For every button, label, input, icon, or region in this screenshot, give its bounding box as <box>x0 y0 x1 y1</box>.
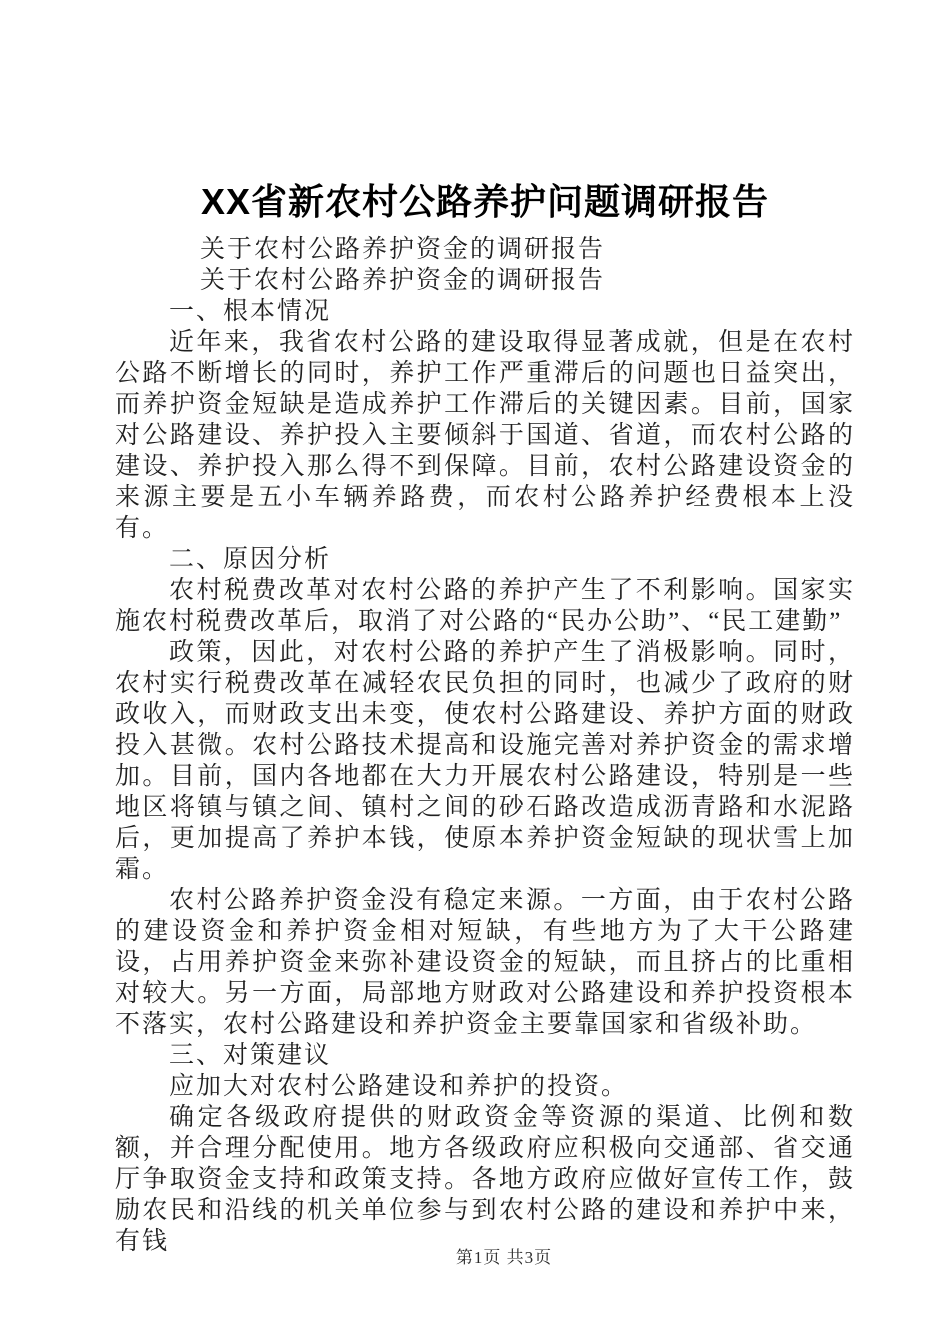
body-paragraph-5: 应加大对农村公路建设和养护的投资。 <box>169 1073 629 1100</box>
body-paragraph-4: 农村公路养护资金没有稳定来源。一方面，由于农村公路的建设资金和养护资金相对短缺，有些地方为了大干公路建设，占用养护资金来弥补建设资金的短缺，而且挤占的比重相对较大。另一方面，局部地方财政对公路建设和养护投资根本不落实，农村公路建设和养护资金主要靠国家和省级补助。 <box>115 887 855 1038</box>
subtitle-line-2: 关于农村公路养护资金的调研报告 <box>200 267 606 294</box>
body-paragraph-2: 农村税费改革对农村公路的养护产生了不利影响。国家实施农村税费改革后，取消了对公路的“民办公助”、“民工建勤” <box>115 577 855 635</box>
footer-page-indicator: 第1页 共3页 <box>455 1248 553 1267</box>
body-paragraph-6: 确定各级政府提供的财政资金等资源的渠道、比例和数额，并合理分配使用。地方各级政府应积极向交通部、省交通厅争取资金支持和政策支持。各地方政府应做好宣传工作，鼓励农民和沿线的机关单位参与到农村公路的建设和养护中来，有钱 <box>115 1104 855 1255</box>
body-paragraph-1: 近年来，我省农村公路的建设取得显著成就，但是在农村公路不断增长的同时，养护工作严重滞后的问题也日益突出，而养护资金短缺是造成养护工作滞后的关键因素。目前，国家对公路建设、养护投入主要倾斜于国道、省道，而农村公路的建设、养护投入那么得不到保障。目前，农村公路建设资金的来源主要是五小车辆养路费，而农村公路养护经费根本上没有。 <box>115 329 855 542</box>
body-paragraph-3: 政策，因此，对农村公路的养护产生了消极影响。同时，农村实行税费改革在减轻农民负担的同时，也减少了政府的财政收入，而财政支出未变，使农村公路建设、养护方面的财政投入甚微。农村公路技术提高和设施完善对养护资金的需求增加。目前，国内各地都在大力开展农村公路建设，特别是一些地区将镇与镇之间、镇村之间的砂石路改造成沥青路和水泥路后，更加提高了养护本钱，使原本养护资金短缺的现状雪上加霜。 <box>115 639 855 883</box>
section-heading-1: 一、根本情况 <box>169 298 332 325</box>
document-title: XX省新农村公路养护问题调研报告 <box>200 181 770 222</box>
section-heading-3: 三、对策建议 <box>169 1042 332 1069</box>
document-body <box>115 0 855 1257</box>
subtitle-line-1: 关于农村公路养护资金的调研报告 <box>200 236 606 263</box>
section-heading-2: 二、原因分析 <box>169 546 332 573</box>
